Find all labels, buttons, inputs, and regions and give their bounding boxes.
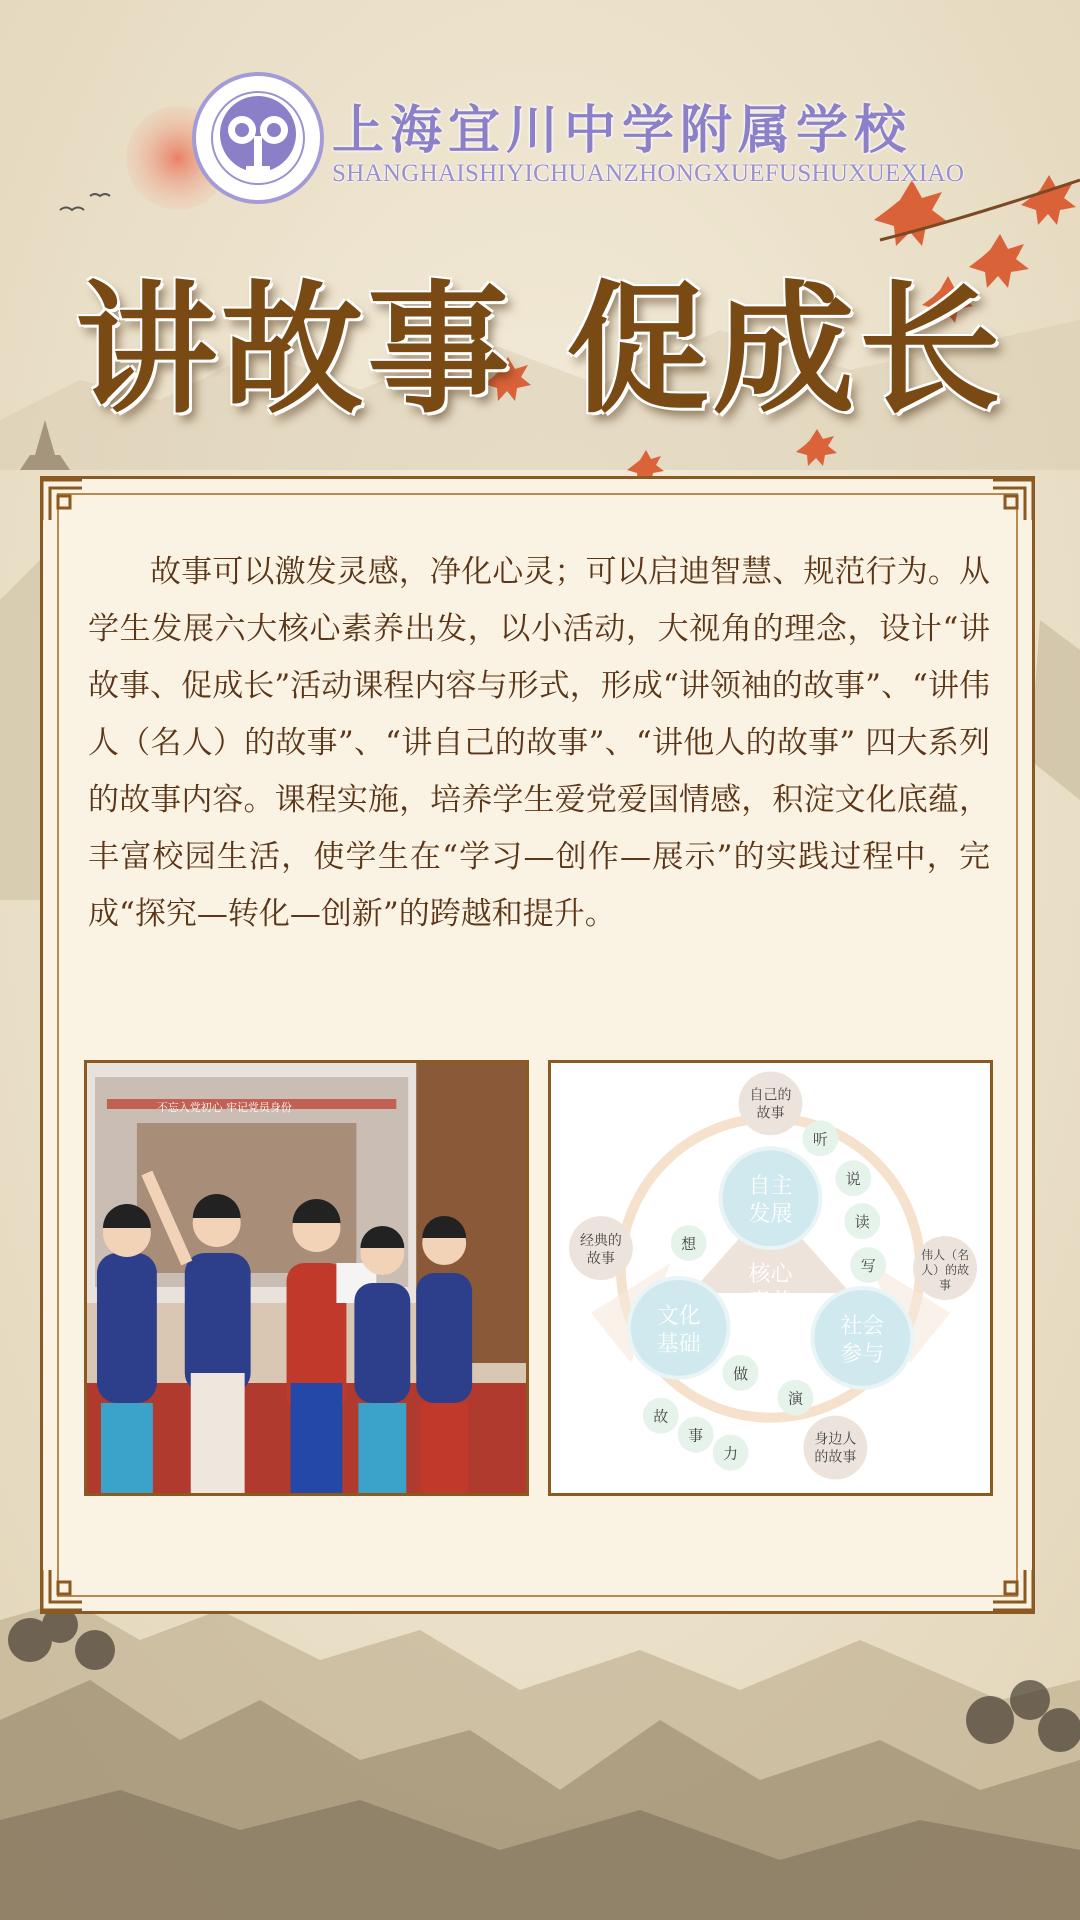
frame-corner-bottom-left <box>38 1568 84 1614</box>
svg-text:参与: 参与 <box>840 1341 885 1367</box>
student-performance-photo <box>84 1060 529 1496</box>
svg-text:人）的故: 人）的故 <box>921 1263 970 1278</box>
svg-text:核心: 核心 <box>748 1261 793 1287</box>
diagram-skill-read <box>844 1203 880 1239</box>
svg-text:自主: 自主 <box>748 1174 793 1200</box>
school-emblem-icon <box>190 70 326 206</box>
diagram-skill-write <box>850 1247 886 1283</box>
diagram-node-self-development <box>721 1148 821 1248</box>
svg-text:经典的: 经典的 <box>579 1233 622 1250</box>
diagram-skill-act <box>777 1380 813 1416</box>
svg-text:发展: 发展 <box>748 1202 793 1228</box>
svg-text:写: 写 <box>860 1257 876 1276</box>
core-literacy-diagram <box>548 1060 993 1496</box>
svg-text:故事: 故事 <box>756 1105 785 1122</box>
frame-corner-top-left <box>38 476 84 522</box>
svg-text:想: 想 <box>681 1235 697 1254</box>
svg-text:读: 读 <box>854 1213 870 1232</box>
svg-text:演: 演 <box>787 1389 803 1408</box>
svg-text:事: 事 <box>939 1277 952 1292</box>
svg-text:基础: 基础 <box>656 1331 701 1357</box>
svg-text:社会: 社会 <box>840 1313 885 1339</box>
diagram-skill-shi <box>678 1417 714 1453</box>
svg-text:故: 故 <box>653 1407 669 1426</box>
frame-corner-top-right <box>991 476 1037 522</box>
svg-text:做: 做 <box>733 1364 749 1383</box>
diagram-skill-do <box>723 1355 759 1391</box>
svg-text:的故事: 的故事 <box>814 1449 857 1466</box>
svg-text:故事: 故事 <box>586 1251 615 1268</box>
svg-text:事: 事 <box>688 1426 704 1445</box>
svg-text:听: 听 <box>812 1130 828 1149</box>
svg-text:伟人（名: 伟人（名 <box>921 1248 970 1263</box>
school-name: 上海宜川中学附属学校 <box>332 100 913 161</box>
diagram-skill-listen <box>802 1120 838 1156</box>
svg-text:文化: 文化 <box>656 1303 701 1329</box>
diagram-node-social-participation <box>812 1288 912 1388</box>
intro-paragraph: 故事可以激发灵感，净化心灵；可以启迪智慧、规范行为。从学生发展六大核心素养出发，以小活动，大视角的理念，设计“讲故事、促成长”活动课程内容与形式，形成“讲领袖的故事”、“讲伟人（名人）的故事”、“讲自己的故事”、“讲他人的故事” 四大系列的故事内容。课程实施，培养学生爱党爱国情感，积淀文化底蕴，丰富校园生活，使学生在“学习—创作—展示”的实践过程中，完成“探究—转化—创新”的跨越和提升。 <box>88 554 990 932</box>
banner-text: 不忘入党初心 牢记党员身份 <box>156 1100 292 1115</box>
diagram-node-cultural-foundation <box>629 1278 729 1378</box>
frame-corner-bottom-right <box>991 1568 1037 1614</box>
svg-text:说: 说 <box>845 1170 861 1189</box>
diagram-story-own <box>739 1071 803 1135</box>
svg-text:自己的: 自己的 <box>749 1087 792 1104</box>
page-title: 讲故事 促成长 <box>75 267 1005 433</box>
diagram-story-people-around <box>803 1416 867 1480</box>
diagram-story-great-people <box>913 1236 977 1300</box>
diagram-skill-li <box>713 1435 749 1471</box>
svg-text:素养: 素养 <box>748 1289 793 1315</box>
diagram-skill-think <box>671 1225 707 1261</box>
diagram-story-classic <box>569 1216 633 1280</box>
diagram-skill-gu <box>643 1398 679 1434</box>
diagram-skill-speak <box>835 1160 871 1196</box>
svg-text:力: 力 <box>723 1444 739 1463</box>
svg-text:身边人: 身边人 <box>814 1431 857 1448</box>
school-pinyin: SHANGHAISHIYICHUANZHONGXUEFUSHUXUEXIAO <box>332 160 965 187</box>
